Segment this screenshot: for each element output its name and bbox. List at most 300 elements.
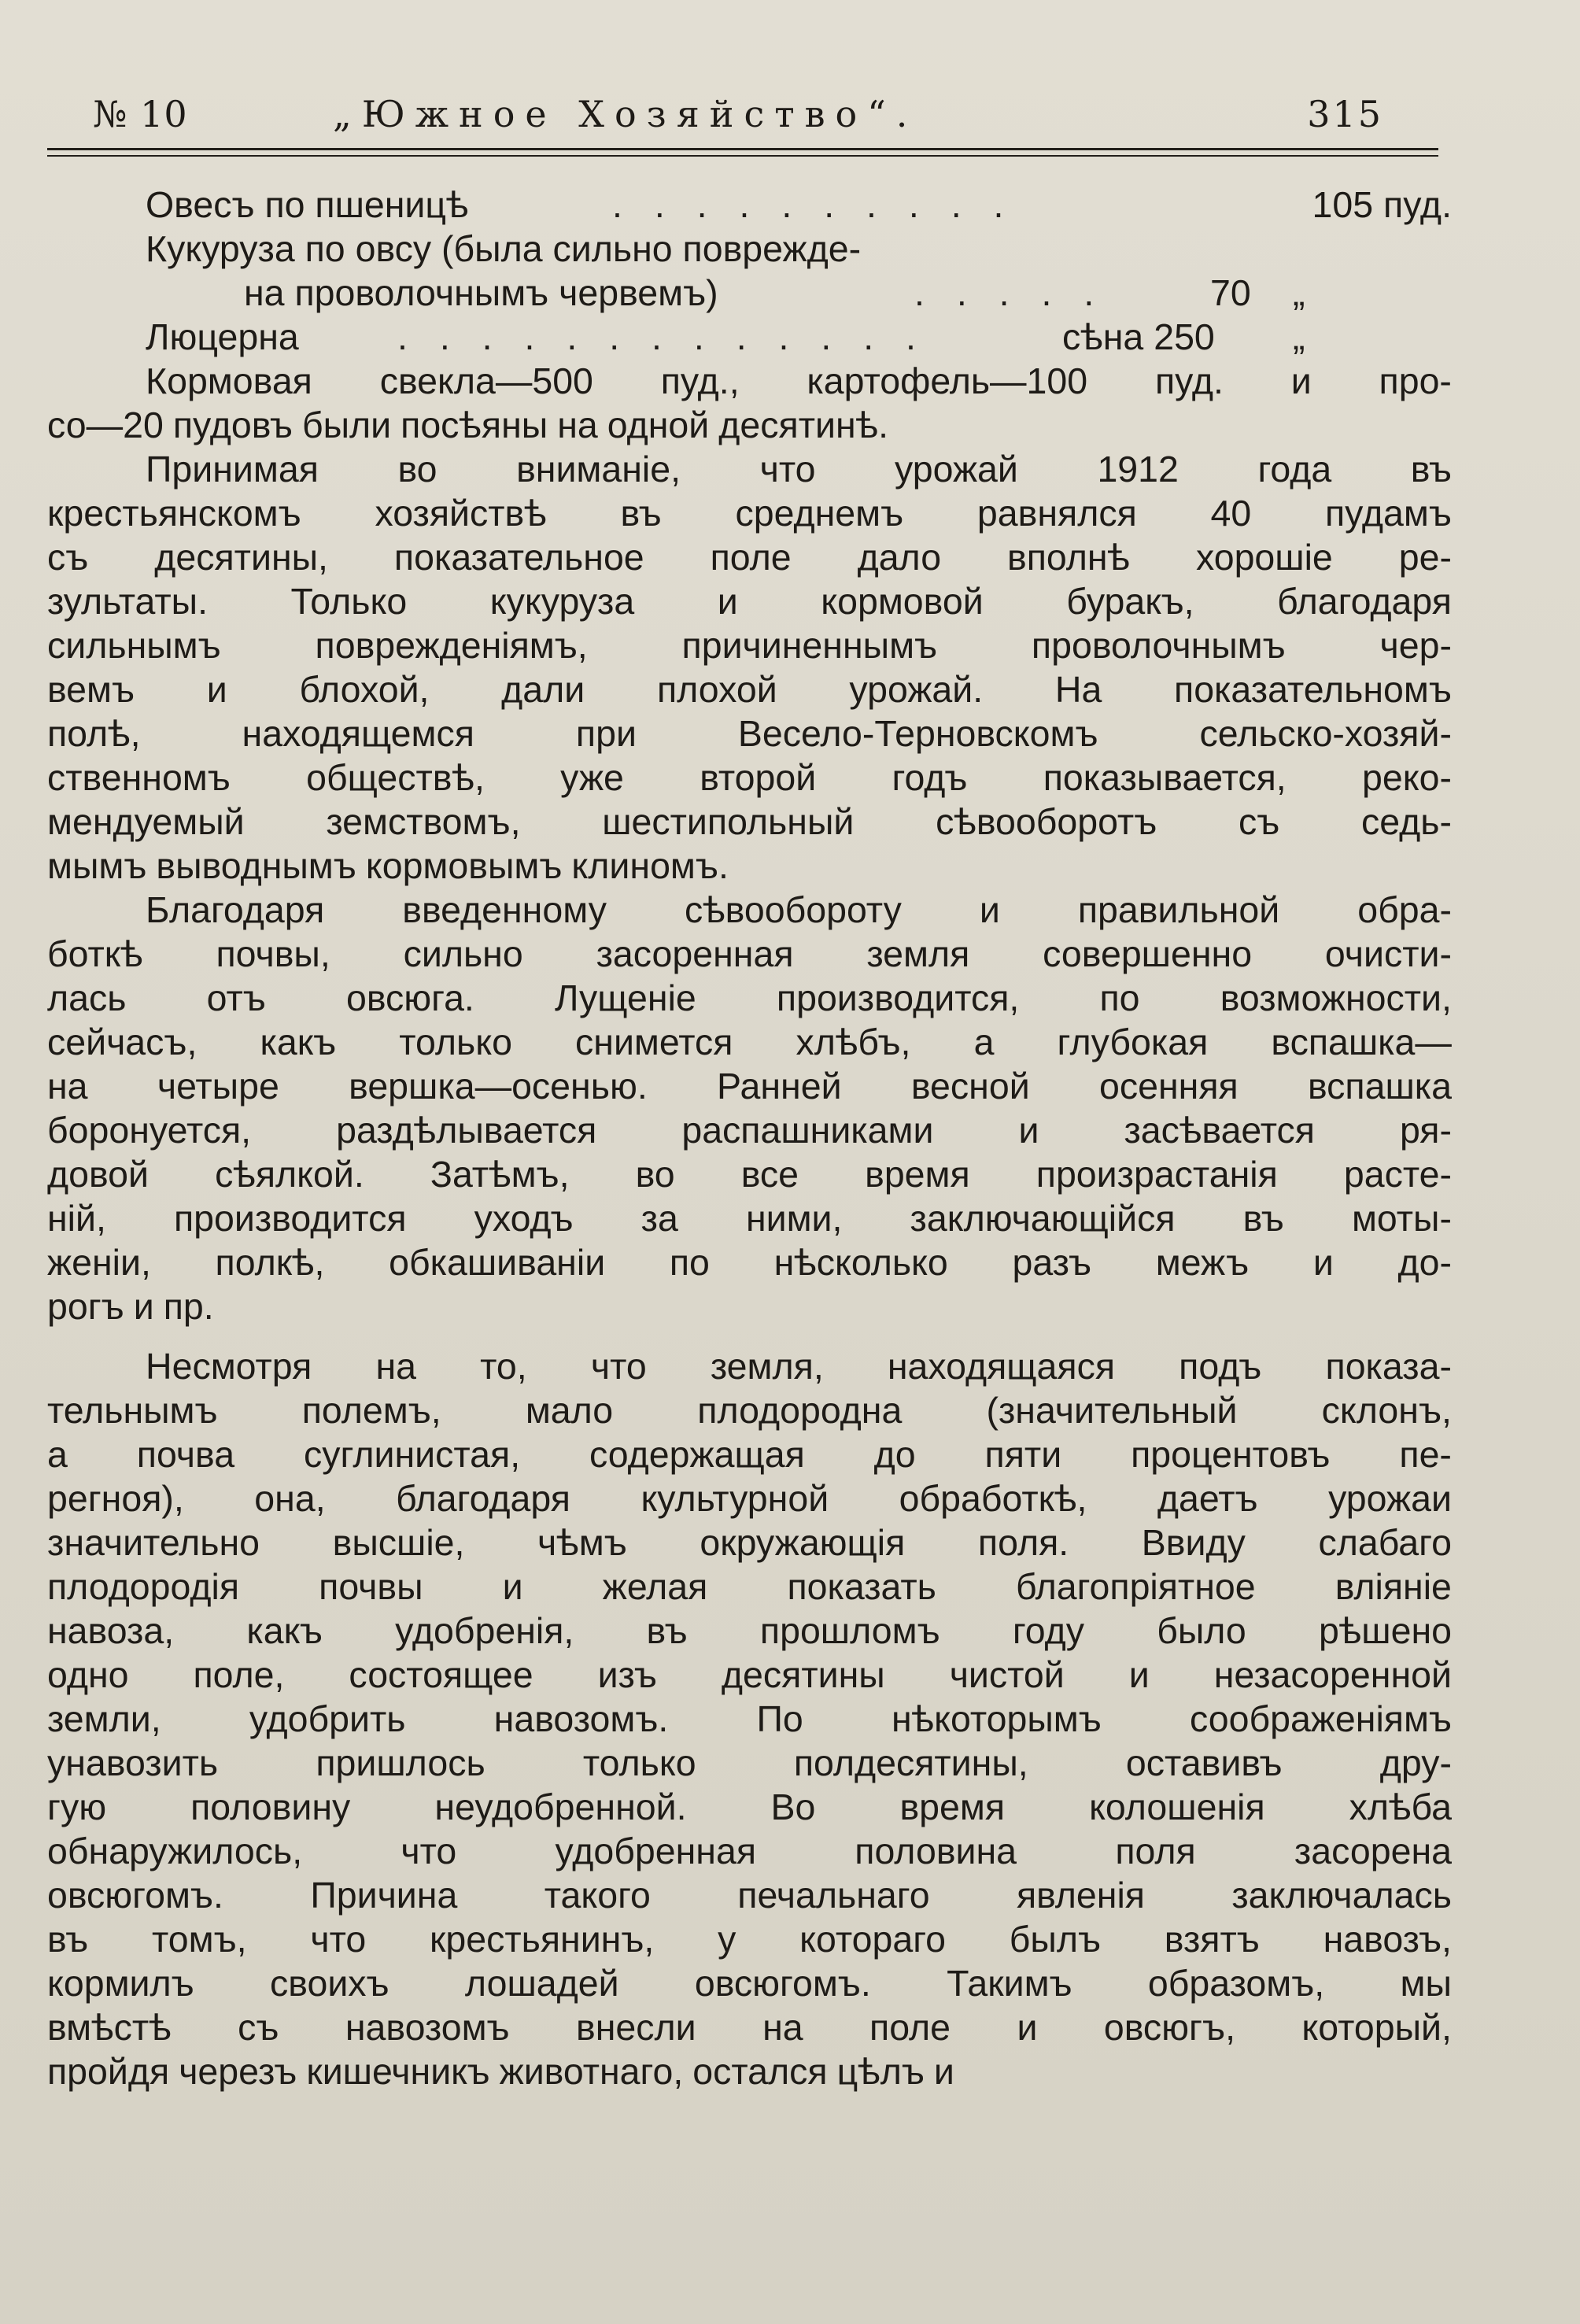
word: Во <box>770 1786 816 1827</box>
paragraph <box>47 888 1452 1328</box>
word: удобренная <box>555 1831 757 1871</box>
word: вмѣстѣ <box>47 2007 172 2048</box>
word: ре- <box>1398 537 1452 578</box>
word: лошадей <box>464 1963 619 2004</box>
word: что <box>310 1919 367 1960</box>
word: на <box>762 2007 803 2048</box>
yield-crop: Кукуруза по овсу (была сильно поврежде- <box>146 228 862 269</box>
paragraph <box>47 447 1452 888</box>
word: какъ <box>246 1610 323 1651</box>
word: ній, <box>47 1198 106 1239</box>
yield-value: сѣна 250 <box>1062 316 1215 357</box>
word: благопріятное <box>1016 1566 1256 1607</box>
yield-leader-dots: . . . . . . . . . . <box>612 184 1015 225</box>
word: а <box>47 1434 68 1475</box>
text-line <box>47 1344 1452 1388</box>
text-line <box>47 1609 1452 1653</box>
word: колошенія <box>1089 1786 1265 1827</box>
word: тельнымъ <box>47 1390 218 1431</box>
word: и <box>1017 2007 1038 2048</box>
word: вспашка— <box>1271 1022 1452 1062</box>
word: половина <box>855 1831 1017 1871</box>
word: женіи, <box>47 1242 151 1283</box>
word: совершенно <box>1043 933 1253 974</box>
word: выводнымъ <box>156 845 356 886</box>
word: навозъ, <box>1323 1919 1452 1960</box>
word: и <box>1312 1242 1334 1283</box>
word: а <box>973 1022 995 1062</box>
word: желая <box>602 1566 708 1607</box>
word: разъ <box>1012 1242 1092 1283</box>
word: чѣмъ <box>537 1522 627 1563</box>
word: земля <box>866 933 970 974</box>
word: введенному <box>402 889 607 930</box>
word: въ <box>47 1919 89 1960</box>
word: мы <box>1400 1963 1452 2004</box>
word: на <box>375 1346 417 1387</box>
word: полемъ, <box>301 1390 441 1431</box>
word: осенняя <box>1098 1066 1239 1107</box>
word: слабаго <box>1318 1522 1452 1563</box>
word: пе- <box>1399 1434 1452 1475</box>
word: показывается, <box>1043 757 1287 798</box>
word: мымъ <box>47 845 147 886</box>
word: изъ <box>597 1654 657 1695</box>
word: обкашиваніи <box>389 1242 606 1283</box>
word: содержащая <box>589 1434 805 1475</box>
word: раздѣлывается <box>336 1110 597 1151</box>
article-body <box>47 183 1452 2093</box>
word: образомъ, <box>1147 1963 1325 2004</box>
text-line <box>47 1108 1452 1152</box>
word: во <box>635 1154 675 1195</box>
word: уже <box>560 757 624 798</box>
text-line <box>47 888 1452 932</box>
word: со—20 <box>47 405 164 445</box>
word: даетъ <box>1157 1478 1258 1519</box>
word: про- <box>1379 360 1452 401</box>
word: по <box>1099 977 1140 1018</box>
word: крестьянскомъ <box>47 493 301 534</box>
word: мало <box>525 1390 614 1431</box>
word: буракъ, <box>1066 581 1194 622</box>
word: кукуруза <box>489 581 635 622</box>
word: Благодаря <box>146 889 325 930</box>
word: лась <box>47 977 127 1018</box>
word: высшіе, <box>332 1522 465 1563</box>
yield-value: 70 <box>1210 272 1251 313</box>
word: довой <box>47 1154 150 1195</box>
word: ственномъ <box>47 757 231 798</box>
word: десятины <box>721 1654 885 1695</box>
word: по <box>669 1242 710 1283</box>
text-line <box>47 1020 1452 1064</box>
word: въ <box>646 1610 688 1651</box>
word: проволочнымъ <box>1031 625 1286 666</box>
word: посѣяны <box>401 405 548 445</box>
word: все <box>740 1154 799 1195</box>
text-line <box>47 1741 1452 1785</box>
word: расте- <box>1343 1154 1452 1195</box>
text-line <box>47 447 1452 491</box>
word: дру- <box>1379 1742 1452 1783</box>
word: и <box>1128 1654 1150 1695</box>
word: (значительный <box>986 1390 1238 1431</box>
yield-row <box>47 315 1452 359</box>
text-line <box>47 1388 1452 1432</box>
word: съ <box>238 2007 279 2048</box>
word: и <box>1018 1110 1039 1151</box>
word: Только <box>290 581 408 622</box>
word: десятины, <box>154 537 328 578</box>
word: клиномъ. <box>571 845 729 886</box>
word: Принимая <box>146 449 319 490</box>
text-line <box>47 579 1452 623</box>
word: боронуется, <box>47 1110 252 1151</box>
text-line <box>47 1284 1452 1328</box>
word: въ <box>1410 449 1452 490</box>
word: глубокая <box>1057 1022 1209 1062</box>
yield-value: 105 пуд. <box>1312 184 1452 225</box>
word: очисти- <box>1324 933 1452 974</box>
word: поле, <box>193 1654 285 1695</box>
text-line <box>47 623 1452 667</box>
word: что <box>759 449 816 490</box>
word: только <box>582 1742 696 1783</box>
text-line <box>47 1064 1452 1108</box>
word: обработкѣ, <box>899 1478 1087 1519</box>
word: цѣлъ <box>836 2051 925 2092</box>
word: кишечникъ <box>306 2051 490 2092</box>
word: плохой <box>656 669 777 710</box>
word: реко- <box>1362 757 1452 798</box>
word: чер- <box>1379 625 1452 666</box>
word: нѣкоторымъ <box>891 1698 1102 1739</box>
word: поля. <box>977 1522 1069 1563</box>
word: и <box>502 1566 523 1607</box>
word: одно <box>47 1654 129 1695</box>
word: находящемся <box>242 713 474 754</box>
text-line <box>47 2005 1452 2049</box>
word: вліяніе <box>1335 1566 1452 1607</box>
text-line <box>47 1917 1452 1961</box>
word: явленія <box>1016 1875 1145 1916</box>
word: и <box>206 669 227 710</box>
yield-row <box>47 271 1452 315</box>
word: удобренія, <box>395 1610 574 1651</box>
word: картофель—100 <box>807 360 1088 401</box>
word: обнаружилось, <box>47 1831 303 1871</box>
word: съ <box>47 537 89 578</box>
word: время <box>865 1154 970 1195</box>
word: засоренная <box>596 933 794 974</box>
word: По <box>756 1698 803 1739</box>
yield-crop: Люцерна <box>146 316 299 357</box>
word: гую <box>47 1786 107 1827</box>
text-line <box>47 535 1452 579</box>
word: сильно <box>403 933 523 974</box>
word: почва <box>136 1434 235 1475</box>
word: незасоренной <box>1213 1654 1452 1695</box>
word: четыре <box>157 1066 279 1107</box>
word: вспашка <box>1307 1066 1452 1107</box>
paragraph <box>47 1344 1452 2093</box>
word: котораго <box>799 1919 946 1960</box>
word: печальнаго <box>737 1875 930 1916</box>
word: въ <box>1242 1198 1284 1239</box>
word: Весело-Терновскомъ <box>737 713 1098 754</box>
word: блохой, <box>299 669 430 710</box>
word: урожай <box>895 449 1018 490</box>
text-line <box>47 1432 1452 1476</box>
word: показать <box>787 1566 936 1607</box>
word: у <box>718 1919 736 1960</box>
word: сѣвооборотъ <box>936 801 1157 842</box>
word: урожаи <box>1328 1478 1452 1519</box>
word: десятинѣ. <box>718 405 889 445</box>
word: вниманіе, <box>516 449 681 490</box>
yield-leader-dots: . . . . . <box>914 272 1106 313</box>
text-line <box>47 359 1452 403</box>
text-line <box>47 756 1452 800</box>
word: навозомъ <box>345 2007 510 2048</box>
word: она, <box>254 1478 326 1519</box>
word: кормовой <box>821 581 984 622</box>
text-line <box>47 1653 1452 1697</box>
word: моты- <box>1351 1198 1452 1239</box>
word: пудамъ <box>1325 493 1452 534</box>
word: дало <box>857 537 942 578</box>
word: года <box>1257 449 1332 490</box>
word: благодаря <box>396 1478 570 1519</box>
text-line <box>47 1697 1452 1741</box>
word: и <box>979 889 1000 930</box>
word: при <box>575 713 637 754</box>
word: засѣвается <box>1124 1110 1315 1151</box>
word: находящаяся <box>887 1346 1116 1387</box>
word: и <box>717 581 738 622</box>
word: черезъ <box>179 2051 297 2092</box>
word: пуд. <box>1154 360 1224 401</box>
yield-crop: Овесъ по пшеницѣ <box>146 184 469 225</box>
word: произрастанія <box>1035 1154 1278 1195</box>
text-line <box>47 1476 1452 1520</box>
word: ря- <box>1399 1110 1452 1151</box>
word: состоящее <box>349 1654 533 1695</box>
word: навозомъ. <box>493 1698 669 1739</box>
word: чистой <box>949 1654 1065 1695</box>
word: за <box>640 1198 678 1239</box>
word: животнаго, <box>499 2051 684 2092</box>
text-line <box>47 1520 1452 1565</box>
word: земствомъ, <box>326 801 521 842</box>
word: обществѣ, <box>306 757 485 798</box>
word: отъ <box>206 977 266 1018</box>
text-line <box>47 403 1452 447</box>
word: межъ <box>1155 1242 1250 1283</box>
word: шестипольный <box>602 801 855 842</box>
word: такого <box>544 1875 651 1916</box>
word: второй <box>700 757 817 798</box>
word: сильнымъ <box>47 625 221 666</box>
word: поля <box>1115 1831 1196 1871</box>
word: что <box>590 1346 647 1387</box>
text-line <box>47 800 1452 844</box>
word: окружающія <box>700 1522 906 1563</box>
word: вполнѣ <box>1007 537 1131 578</box>
word: благодаря <box>1277 581 1452 622</box>
word: сельско-хозяй- <box>1199 713 1452 754</box>
yield-row <box>47 227 1452 271</box>
word: неудобренной. <box>434 1786 687 1827</box>
paragraphs <box>47 359 1452 2093</box>
word: распашниками <box>681 1110 934 1151</box>
word: то, <box>480 1346 527 1387</box>
word: производится <box>173 1198 407 1239</box>
word: съ <box>1239 801 1280 842</box>
word: остался <box>692 2051 828 2092</box>
word: поврежденіямъ, <box>315 625 588 666</box>
word: урожай. <box>849 669 984 710</box>
word: почвы, <box>216 933 330 974</box>
word: кормилъ <box>47 1963 194 2004</box>
word: производится, <box>776 977 1020 1018</box>
text-line <box>47 2049 1452 2093</box>
ditto-mark: „ <box>1293 272 1305 313</box>
word: земля, <box>710 1346 824 1387</box>
word: овсюгъ, <box>1103 2007 1235 2048</box>
word: нѣсколько <box>773 1242 948 1283</box>
word: показательное <box>393 537 644 578</box>
word: пудовъ <box>172 405 293 445</box>
text-line <box>47 1565 1452 1609</box>
word: который, <box>1301 2007 1452 2048</box>
word: овсюгомъ. <box>47 1875 223 1916</box>
header-rule-bottom <box>47 155 1438 157</box>
header-rule-top <box>47 148 1438 150</box>
word: до <box>873 1434 916 1475</box>
word: навоза, <box>47 1610 175 1651</box>
word: былъ <box>1009 1919 1102 1960</box>
word: своихъ <box>270 1963 389 2004</box>
word: заключающійся <box>910 1198 1176 1239</box>
word: Такимъ <box>947 1963 1072 2004</box>
word: ними, <box>745 1198 843 1239</box>
word: регноя), <box>47 1478 184 1519</box>
text-line <box>47 932 1452 976</box>
word: унавозить <box>47 1742 219 1783</box>
word: 40 <box>1210 493 1252 534</box>
word: овсюга. <box>345 977 474 1018</box>
word: показательномъ <box>1174 669 1452 710</box>
issue-number: № 10 <box>93 93 188 135</box>
word: значительно <box>47 1522 260 1563</box>
word: боткѣ <box>47 933 143 974</box>
word: поле <box>710 537 792 578</box>
word: причиненнымъ <box>681 625 938 666</box>
word: суглинистая, <box>303 1434 521 1475</box>
word: сѣялкой. <box>215 1154 364 1195</box>
word: плодородна <box>697 1390 903 1431</box>
word: правильной <box>1077 889 1280 930</box>
word: пройдя <box>47 2051 170 2092</box>
word: Несмотря <box>146 1346 312 1387</box>
word: дали <box>501 669 585 710</box>
word: На <box>1054 669 1102 710</box>
word: 1912 <box>1097 449 1179 490</box>
word: хорошіе <box>1195 537 1333 578</box>
word: оставивъ <box>1125 1742 1283 1783</box>
word: весной <box>910 1066 1030 1107</box>
word: году <box>1012 1610 1085 1651</box>
word: половину <box>190 1786 351 1827</box>
word: хлѣба <box>1349 1786 1452 1827</box>
text-line <box>47 667 1452 711</box>
word: одной <box>607 405 710 445</box>
word: поле <box>869 2007 951 2048</box>
word: годъ <box>892 757 968 798</box>
running-header <box>93 93 1383 148</box>
word: Лущеніе <box>555 977 696 1018</box>
word: полкѣ, <box>215 1242 325 1283</box>
word: внесли <box>576 2007 696 2048</box>
word: среднемъ <box>735 493 904 534</box>
word: какъ <box>260 1022 337 1062</box>
journal-title: „Южное Хозяйство“. <box>333 93 918 135</box>
text-line <box>47 491 1452 535</box>
word: сѣвообороту <box>684 889 902 930</box>
yield-row <box>47 183 1452 227</box>
paragraph-gap <box>47 1328 1452 1344</box>
word: заключалась <box>1231 1875 1452 1916</box>
word: снимется <box>575 1022 733 1062</box>
word: пришлось <box>316 1742 485 1783</box>
word: томъ, <box>152 1919 247 1960</box>
word: сейчасъ, <box>47 1022 198 1062</box>
word: на <box>557 405 598 445</box>
word: и <box>1290 360 1312 401</box>
word: свекла—500 <box>379 360 593 401</box>
word: культурной <box>640 1478 829 1519</box>
word: взятъ <box>1164 1919 1260 1960</box>
word: плодородія <box>47 1566 240 1607</box>
word: засорена <box>1294 1831 1452 1871</box>
word: было <box>1157 1610 1246 1651</box>
word: почвы <box>319 1566 423 1607</box>
word: Затѣмъ, <box>430 1154 570 1195</box>
word: полдесятины, <box>793 1742 1028 1783</box>
word: Ввиду <box>1141 1522 1246 1563</box>
text-line <box>47 1829 1452 1873</box>
word: Кормовая <box>146 360 312 401</box>
word: уходъ <box>474 1198 574 1239</box>
word: Ранней <box>717 1066 842 1107</box>
word: и <box>933 2051 954 2092</box>
word: процентовъ <box>1131 1434 1331 1475</box>
text-line <box>47 1785 1452 1829</box>
text-line <box>47 1873 1452 1917</box>
word: на <box>47 1066 88 1107</box>
word: обра- <box>1357 889 1452 930</box>
word: соображеніямъ <box>1189 1698 1452 1739</box>
ditto-mark: „ <box>1293 316 1305 357</box>
word: равнялся <box>976 493 1137 534</box>
word: показа- <box>1325 1346 1452 1387</box>
yield-crop: на проволочнымъ червемъ) <box>244 272 718 313</box>
word: Причина <box>310 1875 458 1916</box>
word: что <box>401 1831 457 1871</box>
word: пуд., <box>660 360 740 401</box>
